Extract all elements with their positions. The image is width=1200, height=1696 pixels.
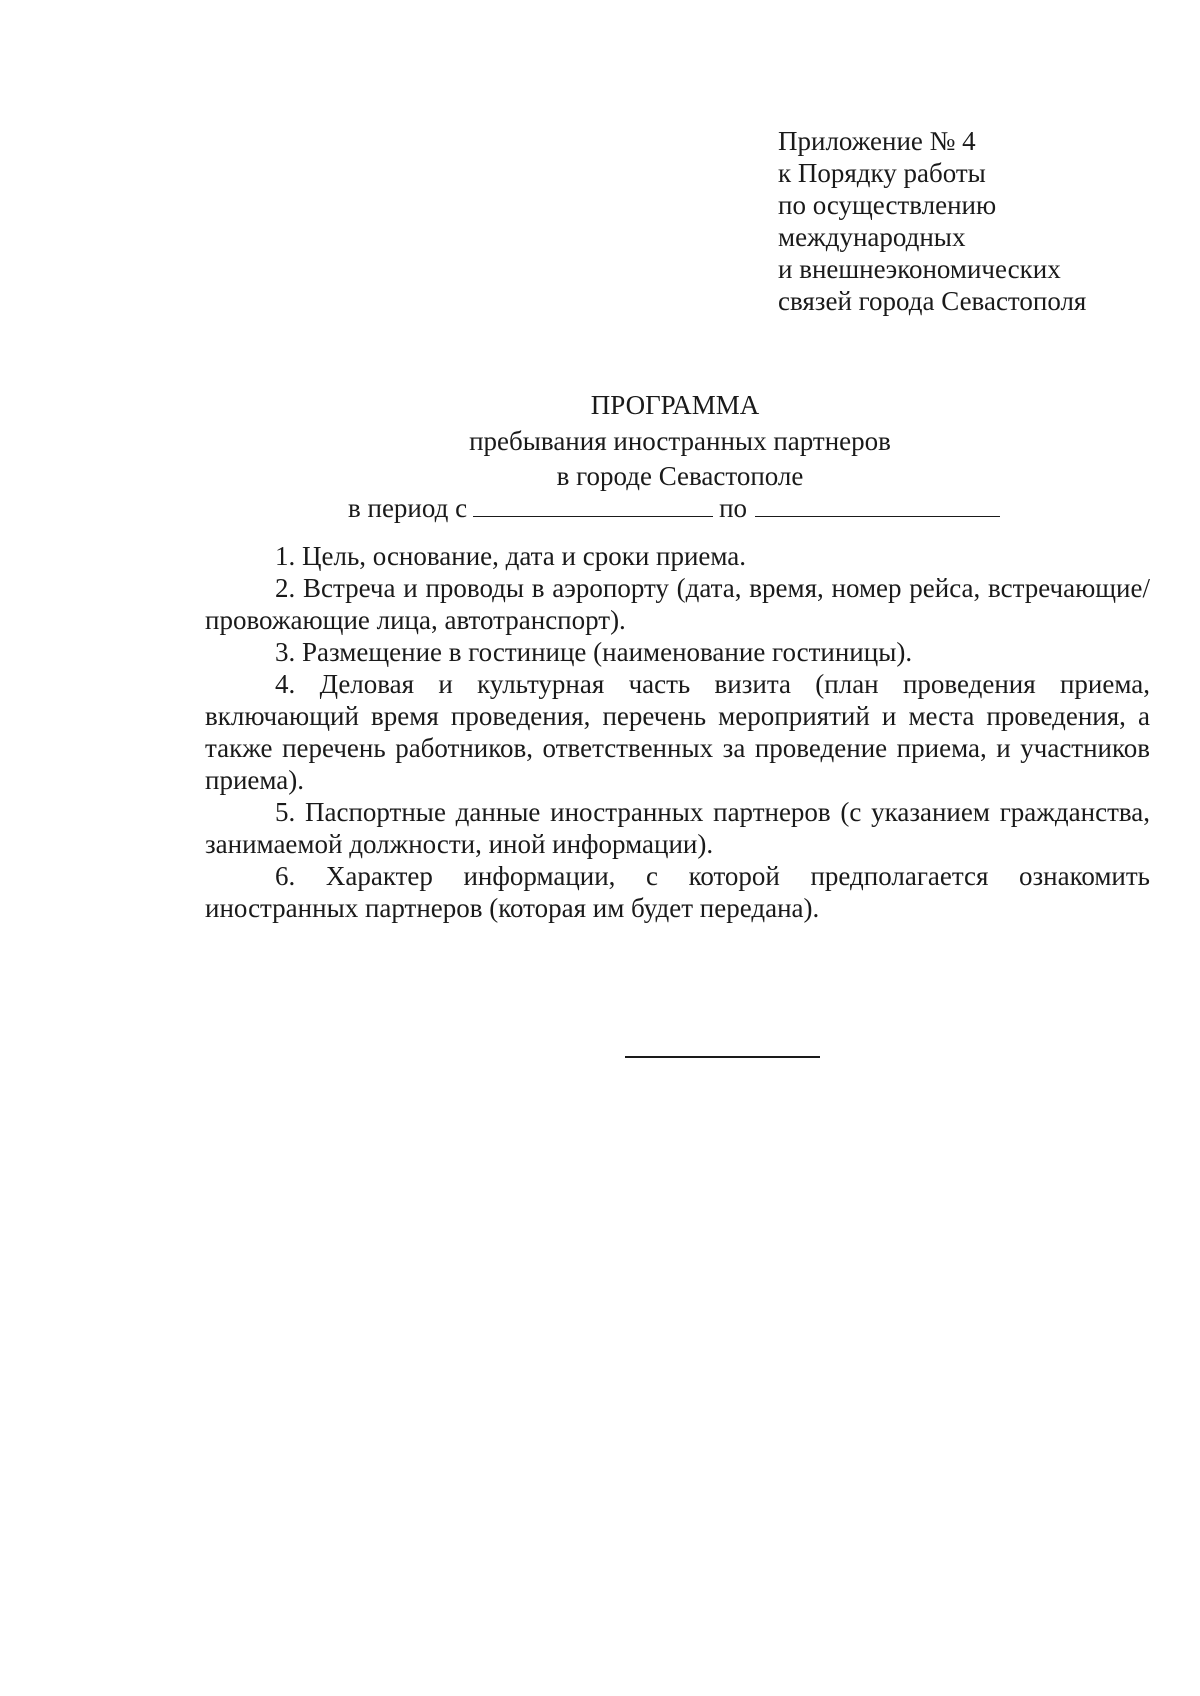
appendix-line: международных (778, 222, 966, 252)
appendix-line: к Порядку работы (778, 158, 986, 188)
program-item: 4. Деловая и культурная часть визита (план проведения приема, включающий время проведения, перечень мероприятий и места проведения, а также перечень работников, ответственных за проведение приема, и участников приема). (205, 669, 1150, 795)
appendix-line: по осуществлению (778, 190, 997, 220)
appendix-line: связей города Севастополя (778, 286, 1087, 316)
program-item: 2. Встреча и проводы в аэропорту (дата, время, номер рейса, встречающие/провожающие лица, автотранспорт). (205, 573, 1150, 635)
appendix-line: и внешнеэкономических (778, 254, 1061, 284)
program-items (205, 540, 1150, 924)
document-subtitle-line2: в городе Севастополе (556, 461, 804, 491)
appendix-reference (778, 125, 1138, 317)
period-end-blank[interactable] (755, 492, 1000, 517)
program-item: 5. Паспортные данные иностранных партнеров (с указанием гражданства, занимаемой должности, иной информации). (205, 797, 1150, 859)
program-item: 6. Характер информации, с которой предполагается ознакомить иностранных партнеров (которая им будет передана). (205, 861, 1150, 923)
program-item: 1. Цель, основание, дата и сроки приема. (275, 541, 747, 571)
document-subtitle-line1: пребывания иностранных партнеров (469, 426, 891, 456)
period-prefix: в период с (348, 493, 468, 523)
appendix-line: Приложение № 4 (778, 126, 976, 156)
document-title: ПРОГРАММА (590, 390, 760, 420)
closing-divider (625, 1056, 820, 1058)
period-middle: по (719, 493, 748, 523)
program-item: 3. Размещение в гостинице (наименование гостиницы). (275, 637, 913, 667)
period-line (348, 491, 1000, 525)
period-start-blank[interactable] (473, 492, 713, 517)
